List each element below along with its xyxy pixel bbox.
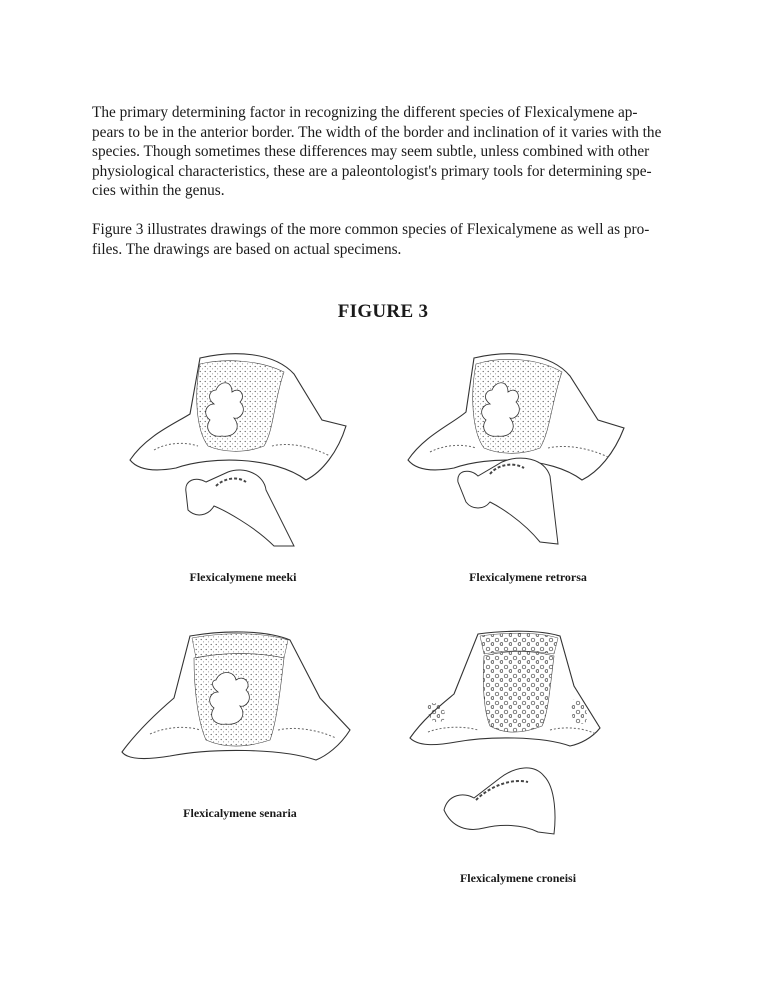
text-line: pears to be in the anterior border. The width of the border and inclination of it varies with the	[92, 123, 662, 141]
text-line: cies within the genus.	[92, 182, 225, 199]
cephalon-with-profile-drawing	[124, 350, 364, 550]
meeki-caption: Flexicalymene meeki	[189, 570, 297, 584]
cephalon-drawing	[120, 628, 360, 768]
croneisi-caption: Flexicalymene croneisi	[459, 871, 577, 885]
text-line: The primary determining factor in recognizing the different species of Flexicalymene ap-	[92, 104, 638, 121]
senaria-drawing	[120, 628, 360, 768]
figure-heading: FIGURE 3	[337, 301, 429, 322]
croneisi-drawing	[404, 628, 624, 848]
paragraph-anterior-border	[92, 103, 677, 201]
text-line: species. Though sometimes these differences may seem subtle, unless combined with other	[92, 143, 650, 160]
cephalon-with-profile-drawing	[404, 628, 624, 848]
text-line: files. The drawings are based on actual specimens.	[92, 240, 402, 258]
paragraph-figure-intro	[92, 220, 677, 259]
retrorsa-drawing	[402, 350, 642, 550]
retrorsa-caption: Flexicalymene retrorsa	[469, 570, 587, 584]
text-line: physiological characteristics, these are a paleontologist's primary tools for determining spe-	[92, 162, 652, 180]
cephalon-with-profile-drawing	[402, 350, 642, 550]
text-line: Figure 3 illustrates drawings of the more common species of Flexicalymene as well as pro-	[92, 221, 650, 238]
senaria-caption: Flexicalymene senaria	[183, 806, 297, 820]
meeki-drawing	[124, 350, 364, 550]
